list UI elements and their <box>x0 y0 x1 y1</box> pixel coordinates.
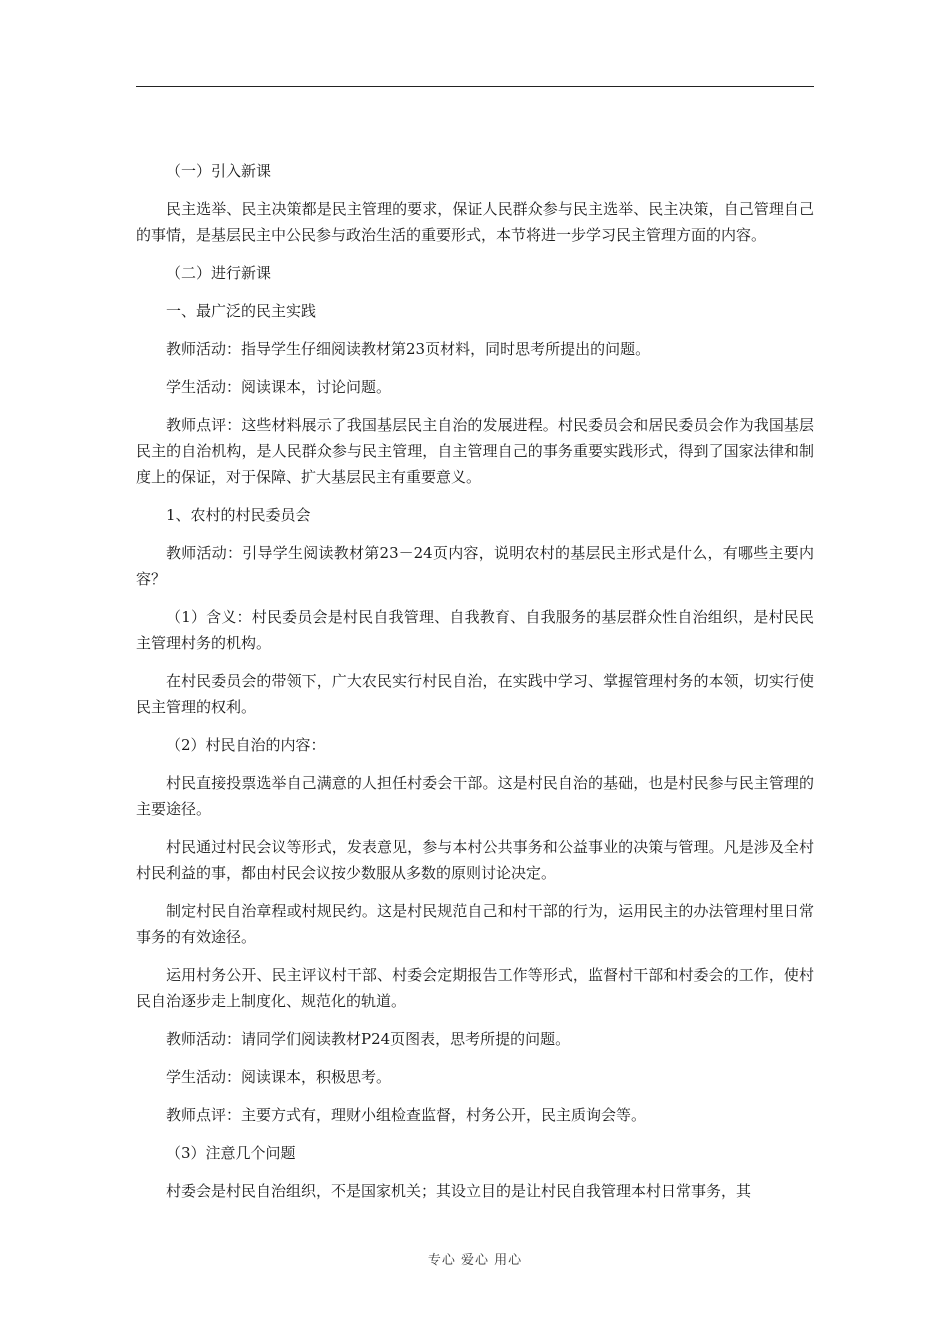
subsection-heading: （3）注意几个问题 <box>166 1144 296 1162</box>
header-rule <box>136 86 814 87</box>
paragraph: 在村民委员会的带领下，广大农民实行村民自治，在实践中学习、掌握管理村务的本领，切实行使民主管理的权利。 <box>136 672 814 716</box>
section-heading: （一）引入新课 <box>166 162 272 180</box>
paragraph: 教师点评：主要方式有，理财小组检查监督，村务公开，民主质询会等。 <box>166 1106 647 1124</box>
paragraph: 民主选举、民主决策都是民主管理的要求，保证人民群众参与民主选举、民主决策，自己管理自己的事情，是基层民主中公民参与政治生活的重要形式，本节将进一步学习民主管理方面的内容。 <box>136 200 814 244</box>
section-heading: （二）进行新课 <box>166 264 272 282</box>
paragraph: 学生活动：阅读课本，积极思考。 <box>166 1068 392 1086</box>
paragraph: 教师活动：指导学生仔细阅读教材第23页材料，同时思考所提出的问题。 <box>166 340 651 358</box>
paragraph: （1）含义：村民委员会是村民自我管理、自我教育、自我服务的基层群众性自治组织，是村民民主管理村务的机构。 <box>136 608 814 652</box>
paragraph: 制定村民自治章程或村规民约。这是村民规范自己和村干部的行为，运用民主的办法管理村里日常事务的有效途径。 <box>136 902 814 946</box>
paragraph: 教师点评：这些材料展示了我国基层民主自治的发展进程。村民委员会和居民委员会作为我国基层民主的自治机构，是人民群众参与民主管理，自主管理自己的事务重要实践形式，得到了国家法律和制度上的保证，对于保障、扩大基层民主有重要意义。 <box>136 416 814 486</box>
paragraph: 运用村务公开、民主评议村干部、村委会定期报告工作等形式，监督村干部和村委会的工作，使村民自治逐步走上制度化、规范化的轨道。 <box>136 966 814 1010</box>
document-body <box>136 158 814 1216</box>
subsection-heading: 一、最广泛的民主实践 <box>166 302 317 320</box>
paragraph: 教师活动：引导学生阅读教材第23－24页内容，说明农村的基层民主形式是什么，有哪些主要内容？ <box>136 544 814 588</box>
paragraph: 村民直接投票选举自己满意的人担任村委会干部。这是村民自治的基础，也是村民参与民主管理的主要途径。 <box>136 774 814 818</box>
paragraph: 学生活动：阅读课本，讨论问题。 <box>166 378 392 396</box>
subsection-heading: 1、农村的村民委员会 <box>166 506 311 524</box>
paragraph: 村委会是村民自治组织，不是国家机关；其设立目的是让村民自我管理本村日常事务，其 <box>166 1182 752 1200</box>
paragraph: 村民通过村民会议等形式，发表意见，参与本村公共事务和公益事业的决策与管理。凡是涉及全村村民利益的事，都由村民会议按少数服从多数的原则讨论决定。 <box>136 838 814 882</box>
subsection-heading: （2）村民自治的内容： <box>166 736 326 754</box>
page-footer: 专心 爱心 用心 <box>427 1253 523 1268</box>
paragraph: 教师活动：请同学们阅读教材P24页图表，思考所提的问题。 <box>166 1030 571 1048</box>
